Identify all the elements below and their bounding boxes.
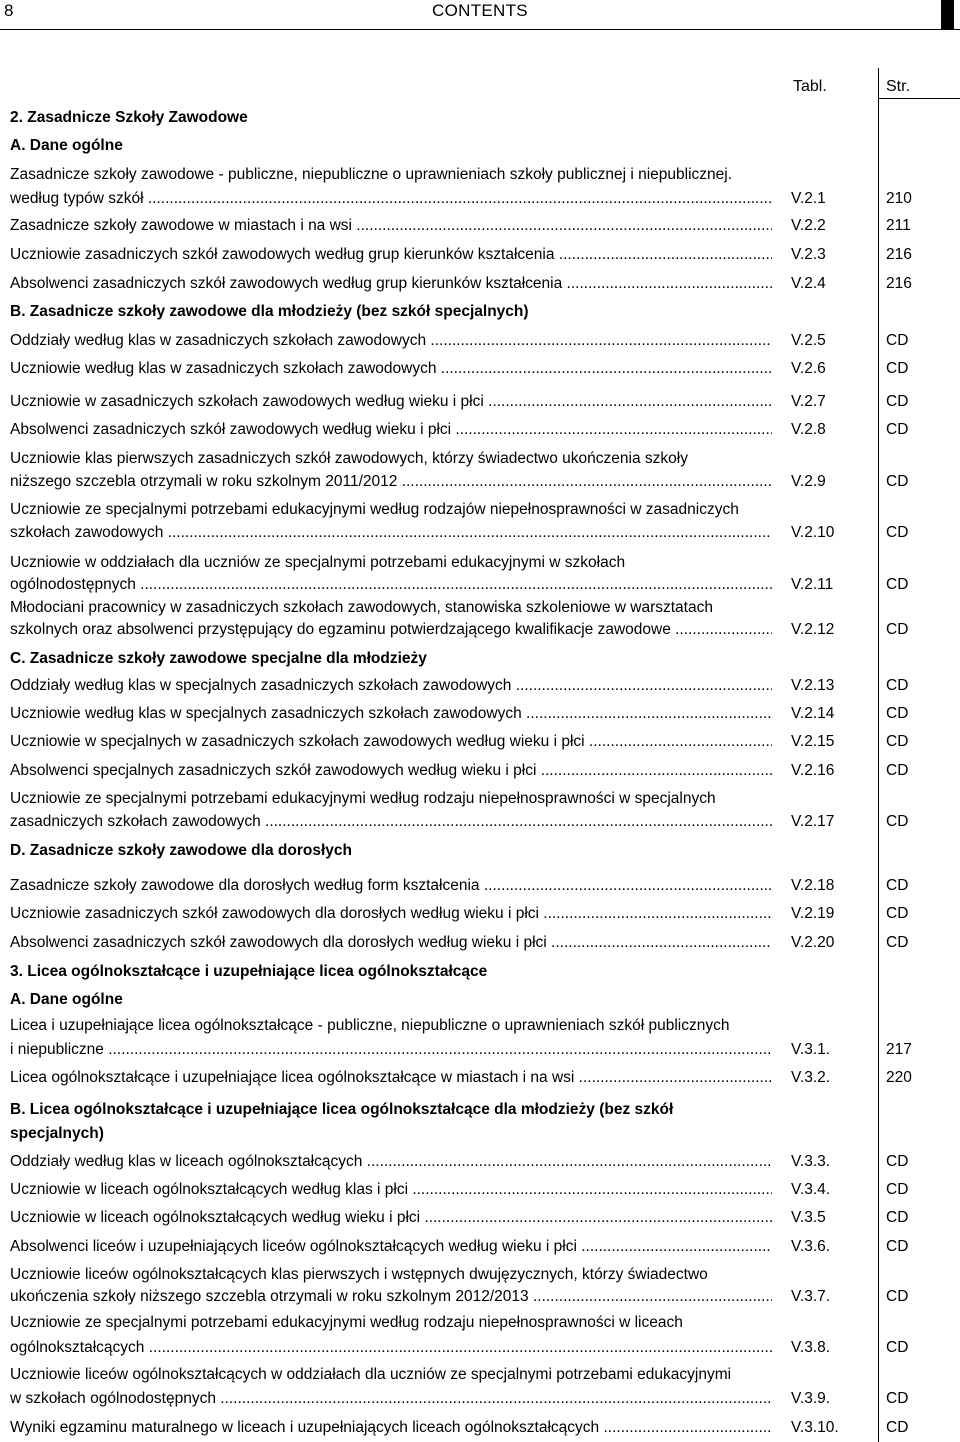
entry-text-line: Licea i uzupełniające licea ogólnokształcące - publiczne, niepubliczne o uprawnieniach szkół publicznych: [10, 1017, 730, 1034]
toc-table-number: V.2.12: [791, 621, 835, 638]
toc-page-number[interactable]: CD: [886, 733, 909, 750]
page-heading: CONTENTS: [432, 1, 528, 20]
toc-entry-title[interactable]: Uczniowie zasadniczych szkół zawodowych według grup kierunków kształcenia .....: [10, 245, 772, 265]
toc-table-number: V.2.5: [791, 332, 826, 349]
toc-table-number: V.3.6.: [791, 1238, 831, 1255]
toc-page-number[interactable]: CD: [886, 905, 909, 922]
toc-entry-title[interactable]: Zasadnicze szkoły zawodowe w miastach i na wsi .....: [10, 216, 772, 236]
toc-entry-title[interactable]: Oddziały według klas w specjalnych zasadniczych szkołach zawodowych .....: [10, 676, 772, 696]
toc-table-number: V.3.2.: [791, 1069, 831, 1086]
toc-entry-title[interactable]: Wyniki egzaminu maturalnego w liceach i uzupełniających liceach ogólnokształcących .....: [10, 1418, 772, 1438]
section-heading: A. Dane ogólne: [10, 991, 123, 1008]
toc-entry-title[interactable]: Licea ogólnokształcące i uzupełniające licea ogólnokształcące w miastach i na wsi .....: [10, 1068, 772, 1088]
toc-table-number: V.2.14: [791, 705, 835, 722]
toc-entry-title[interactable]: Oddziały według klas w zasadniczych szkołach zawodowych .....: [10, 331, 772, 351]
toc-table-number: V.2.2: [791, 217, 826, 234]
entry-text-line: Uczniowie klas pierwszych zasadniczych szkół zawodowych, którzy świadectwo ukończenia szkoły: [10, 450, 688, 467]
toc-table-number: V.3.10.: [791, 1419, 839, 1436]
toc-page-number[interactable]: CD: [886, 1339, 909, 1356]
toc-table-number: V.2.8: [791, 421, 826, 438]
toc-page-number[interactable]: CD: [886, 1390, 909, 1407]
toc-page-number[interactable]: CD: [886, 813, 909, 830]
toc-entry-title[interactable]: Uczniowie według klas w zasadniczych szkołach zawodowych .....: [10, 359, 772, 379]
toc-entry-title[interactable]: Absolwenci zasadniczych szkół zawodowych według wieku i płci .....: [10, 420, 772, 440]
toc-entry-title[interactable]: według typów szkół .....: [10, 189, 772, 209]
toc-entry-title[interactable]: szkolnych oraz absolwenci przystępujący do egzaminu potwierdzającego kwalifikacje zawodowe .....: [10, 620, 772, 640]
toc-page-number[interactable]: CD: [886, 1209, 909, 1226]
toc-table-number: V.2.4: [791, 275, 826, 292]
toc-table-number: V.2.19: [791, 905, 835, 922]
toc-entry-title[interactable]: Absolwenci zasadniczych szkół zawodowych według grup kierunków kształcenia .....: [10, 274, 772, 294]
section-heading: D. Zasadnicze szkoły zawodowe dla dorosłych: [10, 842, 352, 859]
section-heading: C. Zasadnicze szkoły zawodowe specjalne dla młodzieży: [10, 650, 427, 667]
toc-page-number[interactable]: CD: [886, 576, 909, 593]
toc-page-number[interactable]: CD: [886, 1181, 909, 1198]
toc-entry-title[interactable]: Absolwenci liceów i uzupełniających liceów ogólnokształcących według wieku i płci .....: [10, 1237, 772, 1257]
toc-entry-title[interactable]: szkołach zawodowych .....: [10, 523, 772, 543]
toc-table-number: V.3.9.: [791, 1390, 831, 1407]
toc-page-number[interactable]: CD: [886, 1238, 909, 1255]
toc-page-number[interactable]: CD: [886, 705, 909, 722]
entry-text-line: Uczniowie liceów ogólnokształcących klas pierwszych i wstępnych dwujęzycznych, którzy świadectwo: [10, 1266, 708, 1283]
section-heading: B. Zasadnicze szkoły zawodowe dla młodzieży (bez szkół specjalnych): [10, 303, 529, 320]
toc-page-number[interactable]: CD: [886, 332, 909, 349]
toc-page-number[interactable]: CD: [886, 677, 909, 694]
toc-page-number[interactable]: CD: [886, 1419, 909, 1436]
toc-page-number[interactable]: CD: [886, 621, 909, 638]
toc-entry-title[interactable]: niższego szczebla otrzymali w roku szkolnym 2011/2012 .....: [10, 472, 772, 492]
toc-entry-title[interactable]: ogólnokształcących .....: [10, 1338, 772, 1358]
toc-table-number: V.2.1: [791, 190, 826, 207]
toc-entry-title[interactable]: zasadniczych szkołach zawodowych .....: [10, 812, 772, 832]
entry-text-line: Uczniowie ze specjalnymi potrzebami edukacyjnymi według rodzajów niepełnosprawności w zasadniczych: [10, 501, 739, 518]
toc-page-number[interactable]: 216: [886, 246, 912, 263]
toc-page-number[interactable]: CD: [886, 524, 909, 541]
toc-page-number[interactable]: CD: [886, 421, 909, 438]
section-heading: B. Licea ogólnokształcące i uzupełniające licea ogólnokształcące dla młodzieży (bez szkół: [10, 1101, 674, 1118]
entry-text-line: Uczniowie liceów ogólnokształcących w oddziałach dla uczniów ze specjalnymi potrzebami edukacyjnymi: [10, 1366, 732, 1383]
toc-page-number[interactable]: CD: [886, 762, 909, 779]
toc-entry-title[interactable]: i niepubliczne .....: [10, 1040, 772, 1060]
toc-table-number: V.2.7: [791, 393, 826, 410]
toc-table-number: V.2.11: [791, 576, 834, 593]
toc-entry-title[interactable]: ogólnodostępnych .....: [10, 575, 772, 595]
toc-entry-title[interactable]: w szkołach ogólnodostępnych .....: [10, 1389, 772, 1409]
page-number: 8: [4, 1, 14, 20]
entry-text-line: Zasadnicze szkoły zawodowe - publiczne, niepubliczne o uprawnieniach szkoły publicznej i niepublicznej.: [10, 166, 733, 183]
toc-table-number: V.2.13: [791, 677, 835, 694]
entry-text-line: Uczniowie ze specjalnymi potrzebami edukacyjnymi według rodzaju niepełnosprawności w liceach: [10, 1314, 683, 1331]
section-heading: 3. Licea ogólnokształcące i uzupełniające licea ogólnokształcące: [10, 963, 488, 980]
toc-table-number: V.2.3: [791, 246, 826, 263]
toc-entry-title[interactable]: Zasadnicze szkoły zawodowe dla dorosłych według form kształcenia .....: [10, 876, 772, 896]
toc-page-number[interactable]: CD: [886, 1153, 909, 1170]
toc-page-number[interactable]: CD: [886, 473, 909, 490]
toc-table-number: V.2.9: [791, 473, 826, 490]
toc-page-number[interactable]: CD: [886, 360, 909, 377]
toc-entry-title[interactable]: Absolwenci zasadniczych szkół zawodowych dla dorosłych według wieku i płci .....: [10, 933, 772, 953]
toc-table-number: V.3.5: [791, 1209, 826, 1226]
toc-page-number[interactable]: 216: [886, 275, 912, 292]
column-header-tabl: Tabl.: [793, 78, 827, 95]
toc-table-number: V.2.6: [791, 360, 826, 377]
toc-entry-title[interactable]: Oddziały według klas w liceach ogólnokształcących .....: [10, 1152, 772, 1172]
column-header-str: Str.: [886, 78, 911, 95]
toc-entry-title[interactable]: Uczniowie w specjalnych w zasadniczych szkołach zawodowych według wieku i płci .....: [10, 732, 772, 752]
toc-table-number: V.2.18: [791, 877, 835, 894]
toc-table-number: V.3.4.: [791, 1181, 831, 1198]
toc-page-number[interactable]: 217: [886, 1041, 912, 1058]
toc-table-number: V.2.15: [791, 733, 835, 750]
toc-table-number: V.3.7.: [791, 1288, 831, 1305]
toc-table-number: V.2.16: [791, 762, 835, 779]
toc-table-number: V.2.10: [791, 524, 835, 541]
toc-table-number: V.3.3.: [791, 1153, 831, 1170]
toc-page-number[interactable]: CD: [886, 1288, 909, 1305]
toc-page-number[interactable]: 220: [886, 1069, 912, 1086]
toc-page-number[interactable]: 211: [886, 217, 911, 234]
entry-text-line: Uczniowie ze specjalnymi potrzebami edukacyjnymi według rodzaju niepełnosprawności w specjalnych: [10, 790, 716, 807]
toc-page-number[interactable]: 210: [886, 190, 912, 207]
section-heading: A. Dane ogólne: [10, 137, 123, 154]
toc-entry-title[interactable]: Uczniowie zasadniczych szkół zawodowych dla dorosłych według wieku i płci .....: [10, 904, 772, 924]
toc-table-number: V.2.17: [791, 813, 835, 830]
toc-entry-title[interactable]: Uczniowie według klas w specjalnych zasadniczych szkołach zawodowych .....: [10, 704, 772, 724]
entry-text-line: Młodociani pracownicy w zasadniczych szkołach zawodowych, stanowiska szkoleniowe w warsztatach: [10, 599, 713, 616]
entry-text-line: Uczniowie w oddziałach dla uczniów ze specjalnymi potrzebami edukacyjnymi w szkołach: [10, 554, 626, 571]
toc-table-number: V.3.8.: [791, 1339, 831, 1356]
toc-table-number: V.2.20: [791, 934, 835, 951]
toc-page-number[interactable]: CD: [886, 934, 909, 951]
section-heading: specjalnych): [10, 1125, 104, 1142]
toc-entry-title[interactable]: Absolwenci specjalnych zasadniczych szkół zawodowych według wieku i płci .....: [10, 761, 772, 781]
toc-entry-title[interactable]: Uczniowie w liceach ogólnokształcących według klas i płci .....: [10, 1180, 772, 1200]
toc-table-number: V.3.1.: [791, 1041, 831, 1058]
toc-entry-title[interactable]: Uczniowie w zasadniczych szkołach zawodowych według wieku i płci .....: [10, 392, 772, 412]
toc-entry-title[interactable]: ukończenia szkoły niższego szczebla otrzymali w roku szkolnym 2012/2013 .....: [10, 1287, 772, 1307]
section-heading: 2. Zasadnicze Szkoły Zawodowe: [10, 109, 248, 126]
toc-page-number[interactable]: CD: [886, 877, 909, 894]
toc-entry-title[interactable]: Uczniowie w liceach ogólnokształcących według wieku i płci .....: [10, 1208, 772, 1228]
toc-page-number[interactable]: CD: [886, 393, 909, 410]
